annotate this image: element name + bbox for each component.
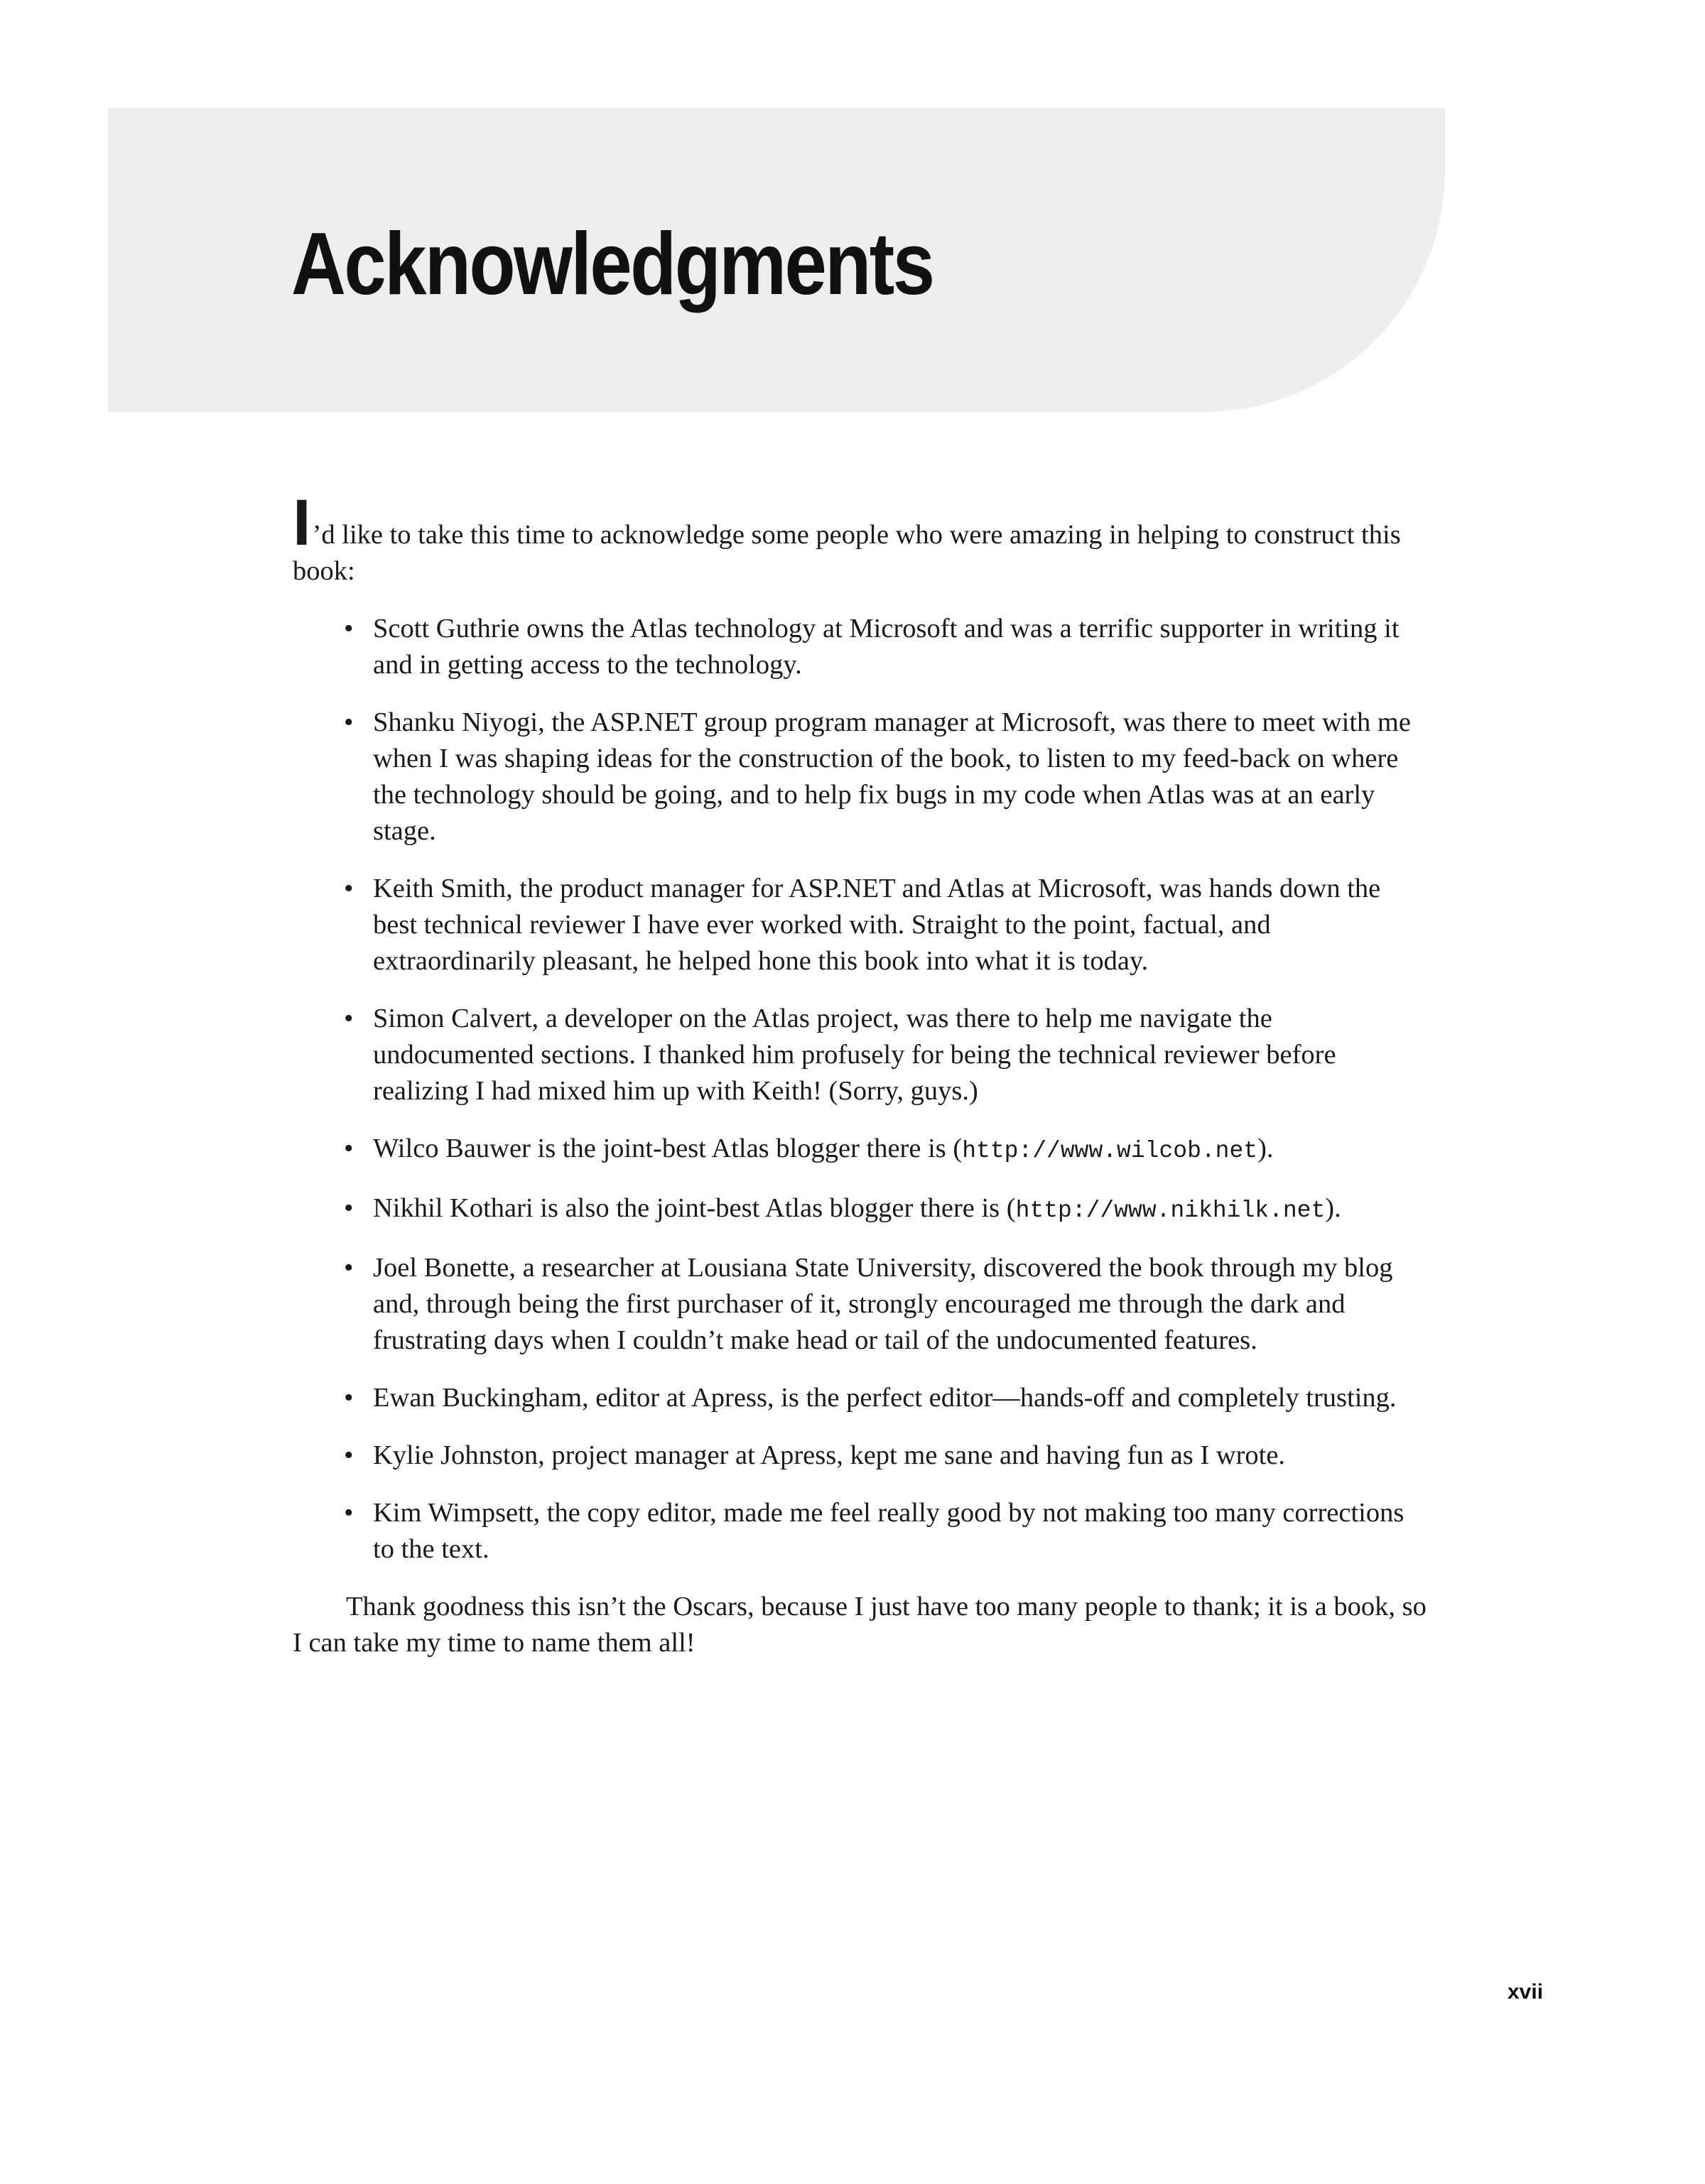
list-item-text: Nikhil Kothari is also the joint-best Atlas blogger there is ( xyxy=(373,1193,1016,1223)
list-item xyxy=(293,1438,1429,1474)
bullet-marker: • xyxy=(344,1383,354,1413)
list-item-text: Ewan Buckingham, editor at Apress, is the perfect editor—hands-off and completely trusting. xyxy=(373,1383,1397,1413)
acknowledgment-list xyxy=(293,611,1429,1568)
list-item-text: Joel Bonette, a researcher at Lousiana State University, discovered the book through my blog and, through being the first purchaser of it, strongly encouraged me through the dark and frustrating days when I couldn’t make head or tail of the undocumented features. xyxy=(373,1253,1393,1355)
list-item xyxy=(293,1380,1429,1416)
list-item-text: Scott Guthrie owns the Atlas technology at Microsoft and was a terrific supporter in writing it and in getting access to the technology. xyxy=(373,614,1400,680)
list-item-text: Simon Calvert, a developer on the Atlas project, was there to help me navigate the undocumented sections. I thanked him profusely for being the technical reviewer before realizing I had mixed him up with Keith! (Sorry, guys.) xyxy=(373,1004,1336,1106)
drop-cap: I xyxy=(293,487,311,559)
bullet-marker: • xyxy=(344,1193,354,1223)
list-item xyxy=(293,1250,1429,1359)
list-item-text: Kylie Johnston, project manager at Apress, kept me sane and having fun as I wrote. xyxy=(373,1440,1286,1470)
list-item-text: Kim Wimpsett, the copy editor, made me feel really good by not making too many corrections to the text. xyxy=(373,1498,1404,1564)
list-item xyxy=(293,705,1429,849)
bullet-marker: • xyxy=(344,1253,354,1283)
intro-paragraph xyxy=(293,487,1429,590)
bullet-marker: • xyxy=(344,1440,354,1470)
bullet-marker: • xyxy=(344,707,354,737)
list-item-suffix: ). xyxy=(1325,1193,1341,1223)
list-item xyxy=(293,1001,1429,1109)
bullet-marker: • xyxy=(344,1004,354,1033)
list-item-text: Keith Smith, the product manager for ASP.NET and Atlas at Microsoft, was hands down the best technical reviewer I have ever worked with. Straight to the point, factual, and extraordinarily pleasant, he helped hone this book into what it is today. xyxy=(373,874,1381,976)
page-number: xvii xyxy=(1508,1980,1544,2004)
blog-url-wilcob: http://www.wilcob.net xyxy=(962,1138,1258,1164)
bullet-marker: • xyxy=(344,1498,354,1528)
bullet-marker: • xyxy=(344,614,354,643)
list-item xyxy=(293,871,1429,979)
list-item xyxy=(293,1495,1429,1568)
list-item xyxy=(293,611,1429,683)
blog-url-nikhilk: http://www.nikhilk.net xyxy=(1015,1197,1326,1224)
bullet-marker: • xyxy=(344,1134,354,1163)
acknowledgments-body xyxy=(293,487,1429,1661)
list-item xyxy=(293,1190,1429,1229)
list-item xyxy=(293,1131,1429,1169)
closing-paragraph: Thank goodness this isn’t the Oscars, because I just have too many people to thank; it is a book, so I can take my time to name them all! xyxy=(293,1592,1427,1658)
list-item-text: Shanku Niyogi, the ASP.NET group program manager at Microsoft, was there to meet with me when I was shaping ideas for the construction of the book, to listen to my feed-back on where the technology should be going, and to help fix bugs in my code when Atlas was at an early stage. xyxy=(373,707,1411,846)
list-item-text: Wilco Bauwer is the joint-best Atlas blogger there is ( xyxy=(373,1134,963,1163)
intro-text: ’d like to take this time to acknowledge some people who were amazing in helping to construct this book: xyxy=(293,520,1401,586)
bullet-marker: • xyxy=(344,874,354,903)
list-item-suffix: ). xyxy=(1257,1134,1274,1163)
chapter-title: Acknowledgments xyxy=(291,215,933,313)
